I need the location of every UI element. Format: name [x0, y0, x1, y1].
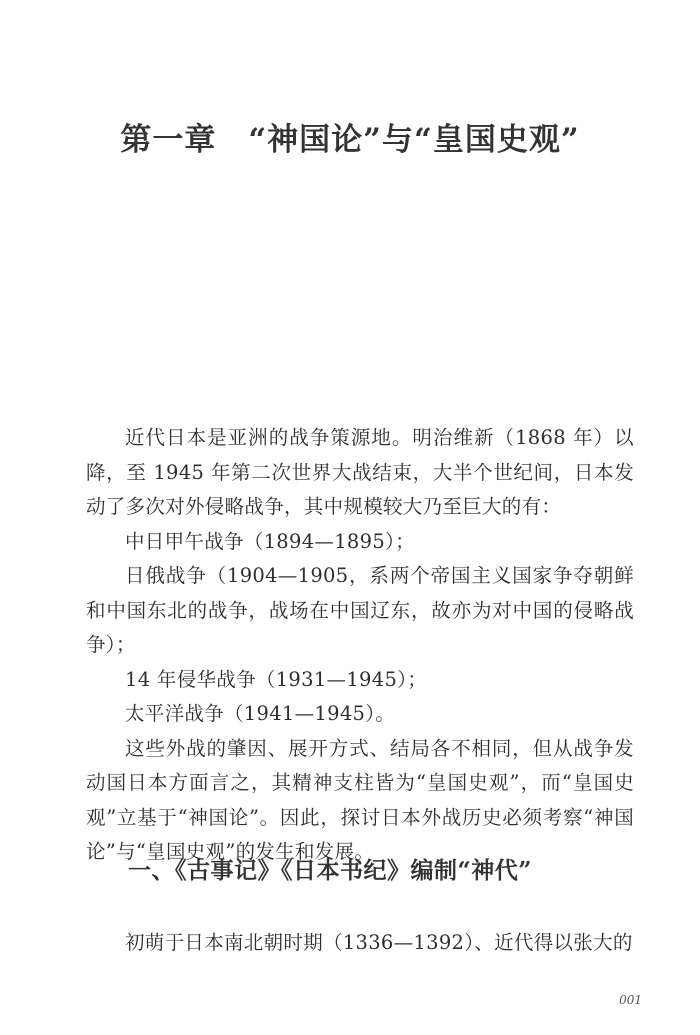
section-first-paragraph: 初萌于日本南北朝时期（1336—1392）、近代得以张大的	[125, 931, 633, 954]
section-body	[86, 926, 634, 961]
chapter-body	[86, 421, 634, 870]
chapter-title: 第一章 “神国论”与“皇国史观”	[120, 122, 580, 158]
paragraph-war-1: 中日甲午战争（1894—1895）；	[125, 529, 415, 553]
paragraph-intro: 近代日本是亚洲的战争策源地。明治维新（1868 年）以降，至 1945 年第二次世界大战结束，大半个世纪间，日本发动了多次对外侵略战争，其中规模较大乃至巨大的有：	[86, 426, 634, 518]
section-heading: 一、《古事记》《日本书纪》编制“神代”	[128, 857, 532, 884]
page-number: 001	[619, 993, 642, 1007]
paragraph-war-4: 太平洋战争（1941—1945）。	[125, 702, 396, 725]
paragraph-war-2: 日俄战争（1904—1905，系两个帝国主义国家争夺朝鲜和中国东北的战争，战场在中国辽东，故亦为对中国的侵略战争）；	[86, 564, 634, 656]
paragraph-war-3: 14 年侵华战争（1931—1945）；	[125, 667, 428, 691]
paragraph-conclusion: 这些外战的肇因、展开方式、结局各不相同，但从战争发动国日本方面言之，其精神支柱皆为“皇国史观”，而“皇国史观”立基于“神国论”。因此，探讨日本外战历史必须考察“神国论”与“皇国史观”的发生和发展。	[86, 736, 634, 863]
